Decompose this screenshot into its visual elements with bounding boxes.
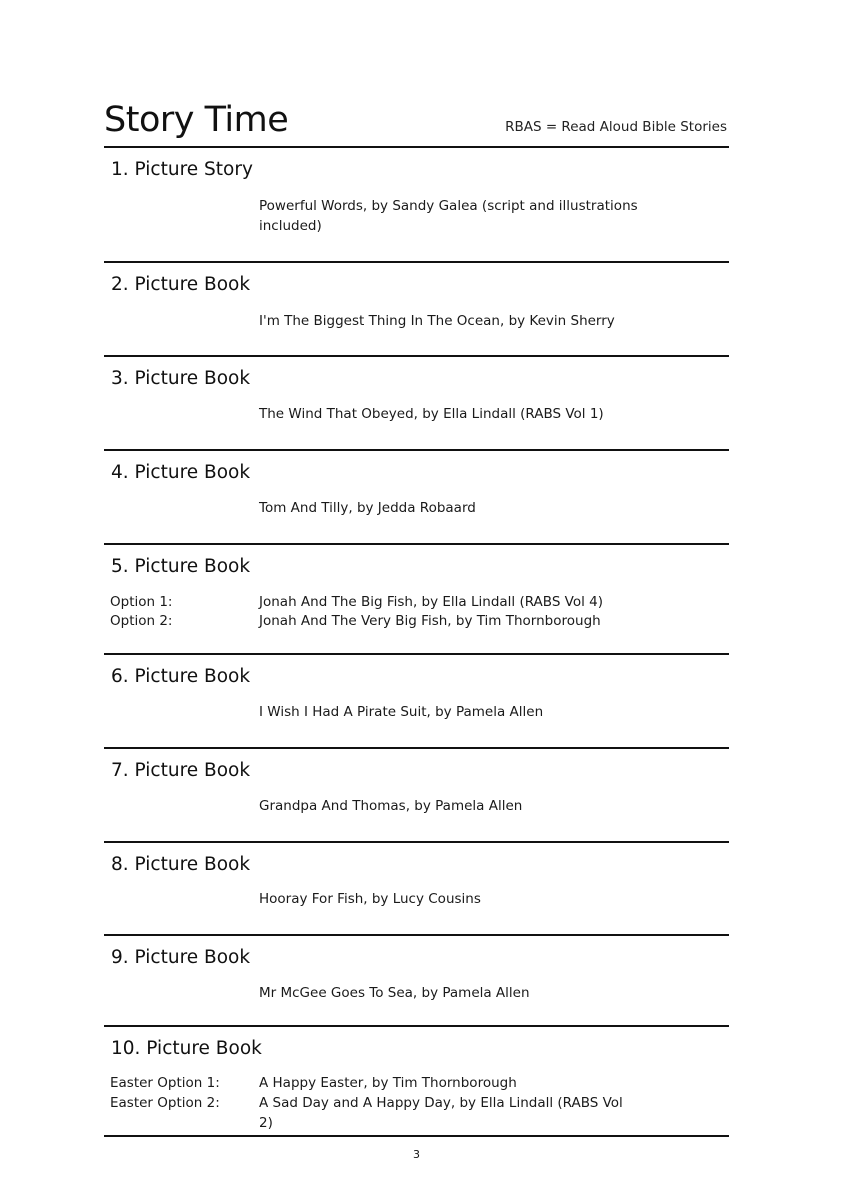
- section-heading: 2. Picture Book: [111, 274, 251, 295]
- entry-text: I Wish I Had A Pirate Suit, by Pamela Allen: [259, 704, 544, 720]
- document-page: [104, 0, 729, 1200]
- section-heading: 3. Picture Book: [111, 368, 251, 389]
- page-header: [104, 98, 729, 148]
- section-heading: 5. Picture Book: [111, 556, 251, 577]
- section-heading: 4. Picture Book: [111, 462, 251, 483]
- story-section-9: [104, 936, 729, 1027]
- section-heading: 9. Picture Book: [111, 947, 251, 968]
- entry-text: A Happy Easter, by Tim Thornborough: [259, 1075, 517, 1091]
- story-section-1: [104, 148, 729, 263]
- story-section-8: [104, 843, 729, 936]
- entry-text: Grandpa And Thomas, by Pamela Allen: [259, 798, 523, 814]
- story-section-2: [104, 263, 729, 357]
- section-heading: 10. Picture Book: [111, 1038, 262, 1059]
- entry-text: Jonah And The Very Big Fish, by Tim Thornborough: [259, 613, 601, 629]
- abbreviation-note: RBAS = Read Aloud Bible Stories: [505, 119, 727, 135]
- story-section-3: [104, 357, 729, 451]
- section-heading: 7. Picture Book: [111, 760, 251, 781]
- story-section-7: [104, 749, 729, 843]
- section-heading: 1. Picture Story: [111, 159, 253, 180]
- option-label: Easter Option 1:: [110, 1075, 220, 1091]
- section-heading: 6. Picture Book: [111, 666, 251, 687]
- entry-text: Hooray For Fish, by Lucy Cousins: [259, 891, 481, 907]
- entry-text: A Sad Day and A Happy Day, by Ella Lindall (RABS Vol 2): [259, 1095, 623, 1131]
- option-label: Option 2:: [110, 613, 173, 629]
- option-label: Option 1:: [110, 594, 173, 610]
- section-heading: 8. Picture Book: [111, 854, 251, 875]
- page-title: Story Time: [104, 100, 289, 140]
- option-label: Easter Option 2:: [110, 1095, 220, 1111]
- entry-text: Tom And Tilly, by Jedda Robaard: [259, 500, 476, 516]
- entry-text: The Wind That Obeyed, by Ella Lindall (RABS Vol 1): [259, 406, 604, 422]
- story-section-10: [104, 1027, 729, 1137]
- page-number: 3: [413, 1148, 420, 1161]
- entry-text: Mr McGee Goes To Sea, by Pamela Allen: [259, 985, 530, 1001]
- story-section-6: [104, 655, 729, 749]
- entry-text: Jonah And The Big Fish, by Ella Lindall (RABS Vol 4): [259, 594, 604, 610]
- story-section-5: [104, 545, 729, 655]
- entry-text: Powerful Words, by Sandy Galea (script and illustrations included): [259, 198, 638, 234]
- story-section-4: [104, 451, 729, 545]
- entry-text: I'm The Biggest Thing In The Ocean, by Kevin Sherry: [259, 313, 615, 329]
